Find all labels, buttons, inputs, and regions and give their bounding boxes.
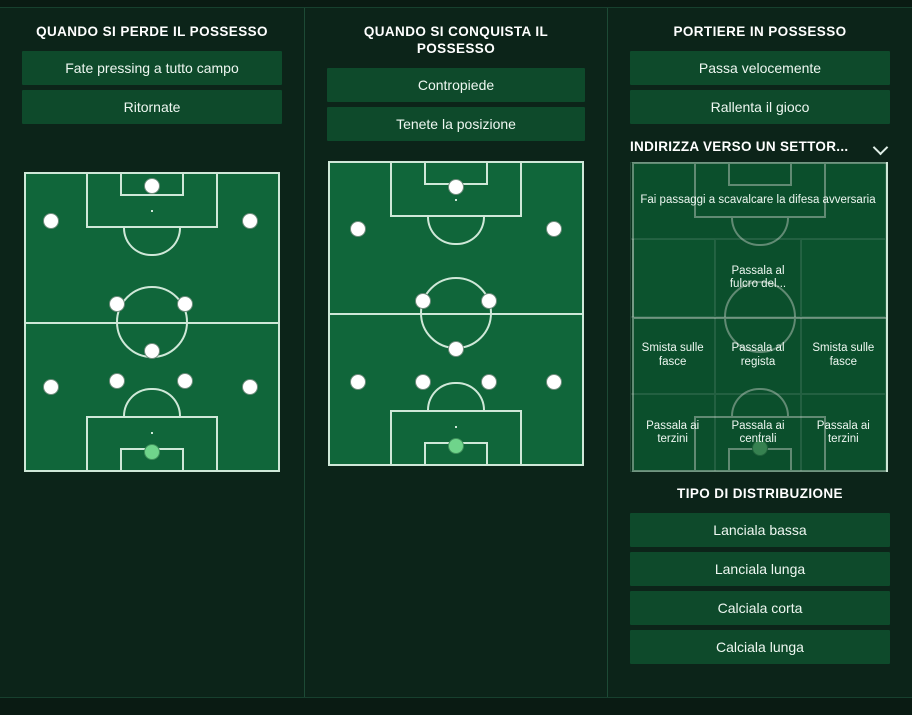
penalty-spot-top [151, 210, 153, 212]
player-striker[interactable] [448, 179, 464, 195]
tactics-columns [0, 8, 912, 697]
pitch-in-transition[interactable] [328, 161, 584, 466]
option-hold-shape[interactable]: Tenete la posizione [327, 107, 585, 141]
sector-section-header[interactable] [630, 138, 890, 156]
option-distribute-quickly[interactable]: Passa velocemente [630, 51, 890, 85]
sector-cell-full-backs-right[interactable]: Passala ai terzini [801, 394, 886, 472]
section-title-out-of-possession: QUANDO SI PERDE IL POSSESSO [36, 24, 268, 39]
sector-cell-centre-backs[interactable]: Passala ai centrali [715, 394, 800, 472]
centre-spot [455, 313, 457, 315]
player-left-back[interactable] [43, 379, 59, 395]
penalty-spot-bottom [455, 426, 457, 428]
player-right-centre-back[interactable] [481, 374, 497, 390]
player-left-centre-midfielder[interactable] [415, 293, 431, 309]
player-right-centre-back[interactable] [177, 373, 193, 389]
option-throw-long[interactable]: Lanciala lunga [630, 552, 890, 586]
column-in-transition [304, 8, 608, 697]
bottom-bar [0, 697, 912, 715]
player-defensive-midfielder[interactable] [144, 343, 160, 359]
section-title-in-transition: QUANDO SI CONQUISTA IL POSSESSO [363, 24, 549, 56]
sector-cell-target-man[interactable]: Passala al fulcro del... [715, 239, 800, 317]
player-left-back[interactable] [350, 374, 366, 390]
player-right-centre-midfielder[interactable] [177, 296, 193, 312]
penalty-arc-top [123, 228, 181, 256]
sector-cell-over-the-defence[interactable]: Fai passaggi a scavalcare la difesa avversaria [630, 162, 886, 240]
player-left-winger[interactable] [43, 213, 59, 229]
option-kick-short[interactable]: Calciala corta [630, 591, 890, 625]
player-left-winger[interactable] [350, 221, 366, 237]
player-defensive-midfielder[interactable] [448, 341, 464, 357]
player-goalkeeper[interactable] [448, 438, 464, 454]
option-throw-short[interactable]: Lanciala bassa [630, 513, 890, 547]
sector-cell-flanks-left[interactable]: Smista sulle fasce [630, 317, 715, 395]
top-bar [0, 0, 912, 8]
player-left-centre-midfielder[interactable] [109, 296, 125, 312]
option-kick-long[interactable]: Calciala lunga [630, 630, 890, 664]
player-striker[interactable] [144, 178, 160, 194]
sector-cell-empty-left[interactable] [630, 239, 715, 317]
sector-cell-full-backs-left[interactable]: Passala ai terzini [630, 394, 715, 472]
section-title-goalkeeper: PORTIERE IN POSSESSO [673, 24, 847, 39]
player-right-back[interactable] [242, 379, 258, 395]
player-left-centre-back[interactable] [415, 374, 431, 390]
sector-pitch-wrapper [630, 162, 890, 472]
sector-cell-empty-right[interactable] [801, 239, 886, 317]
option-slow-pace-down[interactable]: Rallenta il gioco [630, 90, 890, 124]
player-right-back[interactable] [546, 374, 562, 390]
penalty-arc-bottom [427, 382, 485, 410]
player-right-winger[interactable] [546, 221, 562, 237]
column-goalkeeper-in-possession [608, 8, 912, 697]
sector-cell-playmaker[interactable]: Passala al regista [715, 317, 800, 395]
pitch-out-of-possession[interactable] [24, 172, 280, 472]
player-right-centre-midfielder[interactable] [481, 293, 497, 309]
sector-section-label: INDIRIZZA VERSO UN SETTOR... [630, 139, 849, 155]
centre-spot [151, 322, 153, 324]
option-drop-off[interactable]: Ritornate [22, 90, 282, 124]
chevron-down-icon[interactable] [872, 138, 890, 156]
column-out-of-possession [0, 8, 304, 697]
option-press-high[interactable]: Fate pressing a tutto campo [22, 51, 282, 85]
player-goalkeeper[interactable] [144, 444, 160, 460]
penalty-arc-bottom [123, 388, 181, 416]
option-counter[interactable]: Contropiede [327, 68, 585, 102]
player-right-winger[interactable] [242, 213, 258, 229]
player-left-centre-back[interactable] [109, 373, 125, 389]
distribution-sector-grid [630, 162, 886, 472]
section-title-distribution-type: TIPO DI DISTRIBUZIONE [677, 485, 843, 501]
sector-cell-flanks-right[interactable]: Smista sulle fasce [801, 317, 886, 395]
penalty-spot-top [455, 199, 457, 201]
penalty-spot-bottom [151, 432, 153, 434]
penalty-arc-top [427, 217, 485, 245]
